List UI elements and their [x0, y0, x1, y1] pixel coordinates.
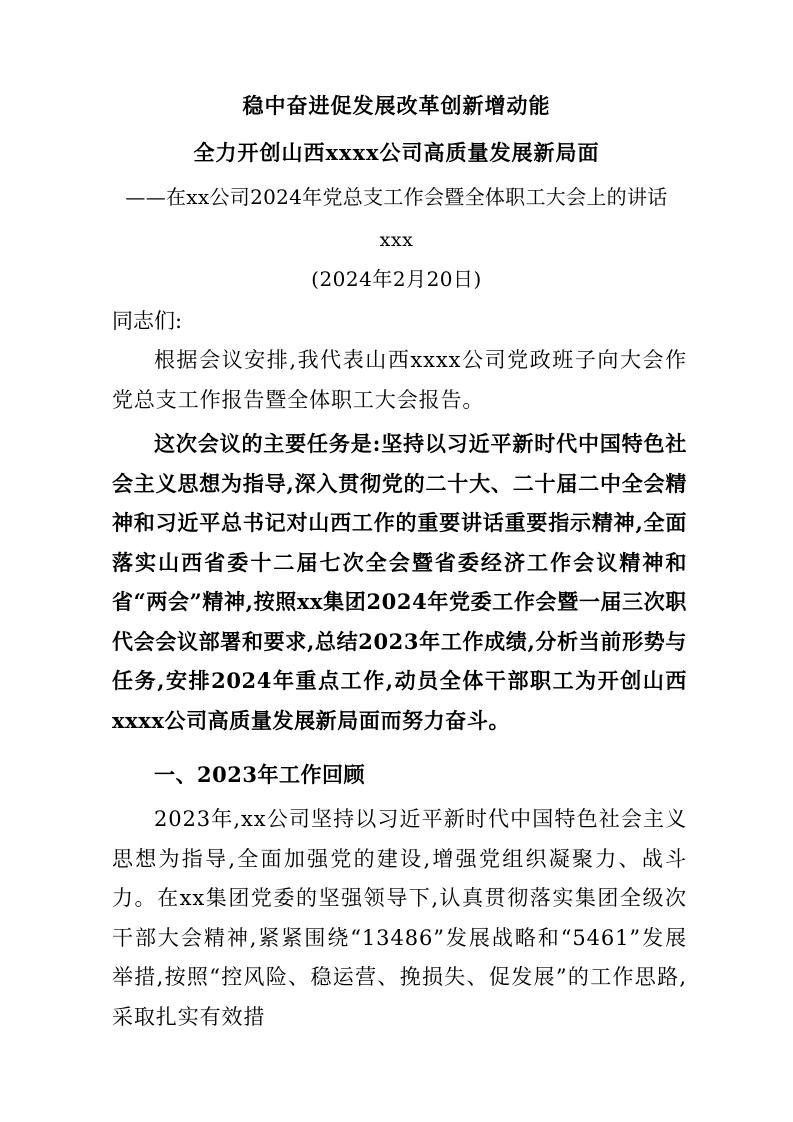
- speech-date: (2024年2月20日): [311, 267, 482, 291]
- paragraph-2023-review: 2023年,xx公司坚持以习近平新时代中国特色社会主义思想为指导,全面加强党的建设,增强党组织凝聚力、战斗力。在xx集团党委的坚强领导下,认真贯彻落实集团全级次干部大会精神,紧紧围绕“13486”发展战略和“5461”发展举措,按照“控风险、稳运营、挽损失、促发展”的工作思路,采取扎实有效措: [112, 807, 687, 1029]
- document-title-line-2: 全力开创山西xxxx公司高质量发展新局面: [193, 140, 600, 165]
- section-heading-2023-review: 一、2023年工作回顾: [154, 762, 365, 787]
- speaker-name: xxx: [379, 229, 414, 251]
- paragraph-intro: 根据会议安排,我代表山西xxxx公司党政班子向大会作党总支工作报告暨全体职工大会报告。: [112, 348, 687, 412]
- paragraph-main-tasks: 这次会议的主要任务是:坚持以习近平新时代中国特色社会主义思想为指导,深入贯彻党的二十大、二十届二中全会精神和习近平总书记对山西工作的重要讲话重要指示精神,全面落实山西省委十二届七次全会暨省委经济工作会议精神和省“两会”精神,按照xx集团2024年党委工作会暨一届三次职代会会议部署和要求,总结2023年工作成绩,分析当前形势与任务,安排2024年重点工作,动员全体干部职工为开创山西xxxx公司高质量发展新局面而努力奋斗。: [112, 431, 687, 733]
- document-title-line-1: 稳中奋进促发展改革创新增动能: [242, 93, 551, 118]
- document-subtitle: ——在xx公司2024年党总支工作会暨全体职工大会上的讲话: [125, 185, 668, 209]
- salutation: 同志们:: [112, 309, 183, 333]
